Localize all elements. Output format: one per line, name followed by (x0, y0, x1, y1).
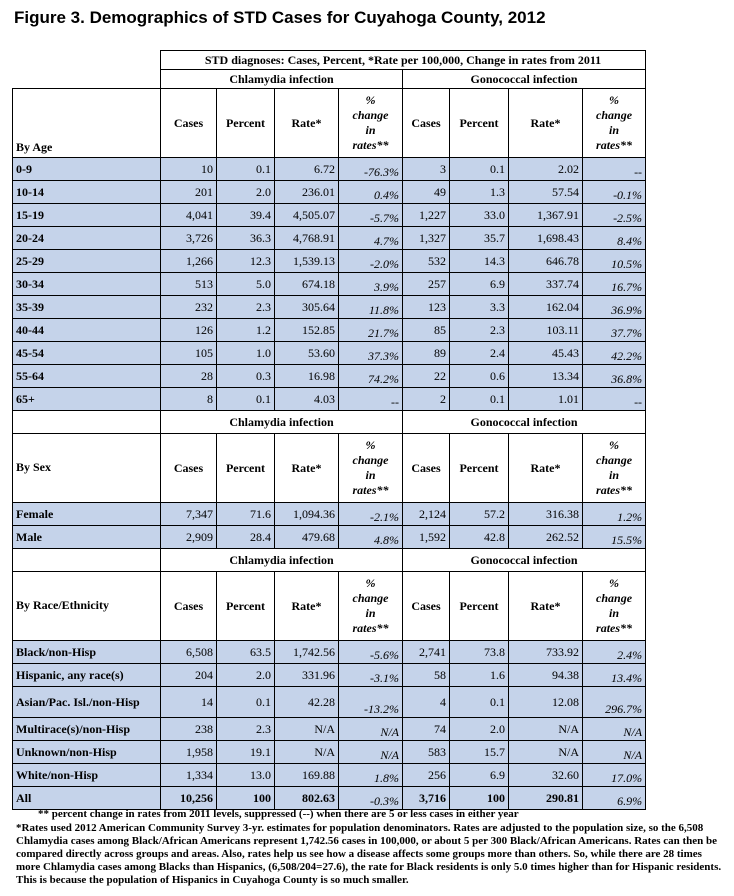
change-header-line: rates** (352, 138, 389, 152)
chlamydia-cases-cell: 105 (161, 342, 217, 365)
chlamydia-rate-cell: 1,094.36 (275, 503, 339, 526)
footnote-rates: *Rates used 2012 American Community Survey 3-yr. estimates for population denominators. Rates are adjusted to the population size, so the 6,508 Chlamydia cases among Black/African Americans represent 1,742.56 cases in 100,000, or about 5 per 300 Black/African Americans. Rates can then be compared directly across groups and areas. Also, rates help us see how a disease affects some groups more than others. So, while there are 28 times more Chlamydia cases among Blacks than Hispanics, (6,508/204=27.6), the rate for Black residents is only 5.0 times higher than for Hispanic residents. This is because the population of Hispanics in Cuyahoga County is so much smaller. (16, 822, 722, 886)
change-header-line: rates** (596, 483, 633, 497)
footnote-change: ** percent change in rates from 2011 levels, suppressed (--) when there are 5 or less cases in either year (38, 808, 519, 820)
chlamydia-rate-cell: 1,539.13 (275, 250, 339, 273)
gonococcal-percent-cell: 3.3 (450, 296, 509, 319)
chlamydia-change-cell: 4.7% (339, 227, 403, 250)
chlamydia-cases-cell: 513 (161, 273, 217, 296)
chlamydia-change-cell: -13.2% (339, 687, 403, 718)
change-header-line: change (352, 591, 389, 605)
change-header (583, 89, 646, 158)
gonococcal-rate-cell: 262.52 (509, 526, 583, 549)
gonococcal-change-cell: 37.7% (583, 319, 646, 342)
gonococcal-change-cell: 13.4% (583, 664, 646, 687)
chlamydia-percent-cell: 2.0 (217, 664, 275, 687)
chlamydia-change-cell: -3.1% (339, 664, 403, 687)
chlamydia-percent-cell: 2.3 (217, 718, 275, 741)
footnotes (16, 808, 722, 887)
row-label: 65+ (13, 388, 161, 411)
chlamydia-percent-cell: 71.6 (217, 503, 275, 526)
row-label: 30-34 (13, 273, 161, 296)
percent-header: Percent (450, 572, 509, 641)
chlamydia-rate-cell: 4.03 (275, 388, 339, 411)
gonococcal-rate-cell: 94.38 (509, 664, 583, 687)
gonococcal-rate-cell: 290.81 (509, 787, 583, 810)
gonococcal-change-cell: 15.5% (583, 526, 646, 549)
change-header-line: in (365, 606, 376, 620)
chlamydia-rate-cell: 4,505.07 (275, 204, 339, 227)
gonococcal-percent-cell: 0.6 (450, 365, 509, 388)
gonococcal-rate-cell: 13.34 (509, 365, 583, 388)
gonococcal-percent-cell: 2.3 (450, 319, 509, 342)
gonococcal-percent-cell: 73.8 (450, 641, 509, 664)
chlamydia-cases-cell: 1,958 (161, 741, 217, 764)
chlamydia-percent-cell: 12.3 (217, 250, 275, 273)
change-header-line: rates** (596, 138, 633, 152)
change-header-line: change (352, 453, 389, 467)
gonococcal-cases-cell: 74 (403, 718, 450, 741)
gonococcal-rate-cell: 32.60 (509, 764, 583, 787)
gonococcal-percent-cell: 2.0 (450, 718, 509, 741)
race-header-row (13, 572, 646, 641)
chlamydia-rate-cell: 4,768.91 (275, 227, 339, 250)
chlamydia-percent-cell: 2.3 (217, 296, 275, 319)
gonococcal-percent-cell: 100 (450, 787, 509, 810)
gonococcal-cases-cell: 49 (403, 181, 450, 204)
table-row (13, 342, 646, 365)
table-row (13, 641, 646, 664)
gonococcal-cases-cell: 1,227 (403, 204, 450, 227)
chlamydia-percent-cell: 19.1 (217, 741, 275, 764)
gonococcal-cases-cell: 89 (403, 342, 450, 365)
gonococcal-percent-cell: 0.1 (450, 388, 509, 411)
row-label: All (13, 787, 161, 810)
table-row (13, 204, 646, 227)
chlamydia-cases-cell: 126 (161, 319, 217, 342)
gonococcal-change-cell: 1.2% (583, 503, 646, 526)
gonococcal-change-cell: 2.4% (583, 641, 646, 664)
table-row (13, 741, 646, 764)
gonococcal-percent-cell: 42.8 (450, 526, 509, 549)
rate-header: Rate* (509, 572, 583, 641)
gonococcal-rate-cell: 45.43 (509, 342, 583, 365)
change-header-line: in (365, 468, 376, 482)
gonococcal-change-cell: 16.7% (583, 273, 646, 296)
row-label: 25-29 (13, 250, 161, 273)
row-label: 0-9 (13, 158, 161, 181)
cases-header: Cases (403, 89, 450, 158)
race-section-label: By Race/Ethnicity (13, 572, 161, 641)
chlamydia-rate-cell: N/A (275, 741, 339, 764)
gonococcal-change-cell: 36.9% (583, 296, 646, 319)
change-header-line: % (365, 93, 376, 107)
gonococcal-percent-cell: 1.6 (450, 664, 509, 687)
age-section-label: By Age (13, 89, 161, 158)
gonococcal-change-cell: -0.1% (583, 181, 646, 204)
chlamydia-rate-cell: 6.72 (275, 158, 339, 181)
row-label: 45-54 (13, 342, 161, 365)
gonococcal-percent-cell: 33.0 (450, 204, 509, 227)
table-row (13, 250, 646, 273)
sex-header-row (13, 434, 646, 503)
chlamydia-cases-cell: 232 (161, 296, 217, 319)
gonococcal-change-cell: 8.4% (583, 227, 646, 250)
change-header (339, 434, 403, 503)
percent-header: Percent (450, 89, 509, 158)
chlamydia-change-cell: -5.7% (339, 204, 403, 227)
row-label: Unknown/non-Hisp (13, 741, 161, 764)
gonococcal-cases-cell: 3,716 (403, 787, 450, 810)
chlamydia-percent-cell: 28.4 (217, 526, 275, 549)
gonococcal-cases-cell: 2 (403, 388, 450, 411)
chlamydia-cases-cell: 1,266 (161, 250, 217, 273)
gonococcal-cases-cell: 58 (403, 664, 450, 687)
cases-header: Cases (403, 434, 450, 503)
gonococcal-cases-cell: 85 (403, 319, 450, 342)
chlamydia-change-cell: N/A (339, 718, 403, 741)
table-row (13, 687, 646, 718)
chlamydia-cases-cell: 14 (161, 687, 217, 718)
chlamydia-header: Chlamydia infection (161, 70, 403, 89)
table-row (13, 227, 646, 250)
change-header-line: change (596, 108, 633, 122)
chlamydia-rate-cell: 16.98 (275, 365, 339, 388)
change-header-line: in (365, 123, 376, 137)
percent-header: Percent (217, 572, 275, 641)
row-label: Male (13, 526, 161, 549)
row-label: Black/non-Hisp (13, 641, 161, 664)
chlamydia-rate-cell: 42.28 (275, 687, 339, 718)
change-header (339, 89, 403, 158)
rate-header: Rate* (509, 434, 583, 503)
super-header: STD diagnoses: Cases, Percent, *Rate per 100,000, Change in rates from 2011 (161, 51, 646, 70)
gonococcal-header: Gonococcal infection (403, 70, 646, 89)
chlamydia-rate-cell: 169.88 (275, 764, 339, 787)
gonococcal-rate-cell: 1.01 (509, 388, 583, 411)
table-row (13, 365, 646, 388)
chlamydia-change-cell: 11.8% (339, 296, 403, 319)
gonococcal-cases-cell: 123 (403, 296, 450, 319)
cases-header: Cases (161, 434, 217, 503)
change-header-line: in (609, 606, 620, 620)
chlamydia-percent-cell: 39.4 (217, 204, 275, 227)
change-header-line: in (609, 123, 620, 137)
chlamydia-percent-cell: 0.3 (217, 365, 275, 388)
chlamydia-rate-cell: 236.01 (275, 181, 339, 204)
gonococcal-rate-cell: N/A (509, 741, 583, 764)
gonococcal-header: Gonococcal infection (403, 549, 646, 572)
gonococcal-change-cell: -- (583, 158, 646, 181)
chlamydia-cases-cell: 4,041 (161, 204, 217, 227)
change-header-line: rates** (352, 621, 389, 635)
std-demographics-table (12, 50, 646, 810)
table-row (13, 764, 646, 787)
chlamydia-rate-cell: 1,742.56 (275, 641, 339, 664)
chlamydia-percent-cell: 36.3 (217, 227, 275, 250)
table-row (13, 158, 646, 181)
gonococcal-percent-cell: 0.1 (450, 158, 509, 181)
table-row (13, 503, 646, 526)
chlamydia-percent-cell: 0.1 (217, 687, 275, 718)
gonococcal-rate-cell: 646.78 (509, 250, 583, 273)
gonococcal-cases-cell: 1,592 (403, 526, 450, 549)
chlamydia-percent-cell: 0.1 (217, 158, 275, 181)
chlamydia-change-cell: 3.9% (339, 273, 403, 296)
gonococcal-percent-cell: 35.7 (450, 227, 509, 250)
rate-header: Rate* (275, 434, 339, 503)
percent-header: Percent (217, 89, 275, 158)
gonococcal-rate-cell: 1,698.43 (509, 227, 583, 250)
chlamydia-cases-cell: 10 (161, 158, 217, 181)
chlamydia-header: Chlamydia infection (161, 549, 403, 572)
chlamydia-change-cell: -76.3% (339, 158, 403, 181)
chlamydia-cases-cell: 7,347 (161, 503, 217, 526)
gonococcal-cases-cell: 532 (403, 250, 450, 273)
row-label: Multirace(s)/non-Hisp (13, 718, 161, 741)
row-label: 20-24 (13, 227, 161, 250)
cases-header: Cases (161, 89, 217, 158)
chlamydia-header: Chlamydia infection (161, 411, 403, 434)
gonococcal-percent-cell: 15.7 (450, 741, 509, 764)
gonococcal-header: Gonococcal infection (403, 411, 646, 434)
gonococcal-cases-cell: 2,124 (403, 503, 450, 526)
gonococcal-rate-cell: N/A (509, 718, 583, 741)
row-label: Hispanic, any race(s) (13, 664, 161, 687)
chlamydia-change-cell: -5.6% (339, 641, 403, 664)
chlamydia-change-cell: -- (339, 388, 403, 411)
change-header (583, 434, 646, 503)
cases-header: Cases (161, 572, 217, 641)
rate-header: Rate* (509, 89, 583, 158)
group-header-row (13, 549, 646, 572)
change-header-line: rates** (352, 483, 389, 497)
chlamydia-percent-cell: 5.0 (217, 273, 275, 296)
age-header-row (13, 89, 646, 158)
chlamydia-percent-cell: 1.0 (217, 342, 275, 365)
gonococcal-cases-cell: 583 (403, 741, 450, 764)
corner-blank (13, 51, 161, 89)
chlamydia-change-cell: N/A (339, 741, 403, 764)
gonococcal-percent-cell: 6.9 (450, 273, 509, 296)
gonococcal-cases-cell: 3 (403, 158, 450, 181)
gonococcal-cases-cell: 22 (403, 365, 450, 388)
chlamydia-cases-cell: 28 (161, 365, 217, 388)
gonococcal-percent-cell: 57.2 (450, 503, 509, 526)
change-header-line: % (365, 438, 376, 452)
chlamydia-cases-cell: 10,256 (161, 787, 217, 810)
gonococcal-cases-cell: 4 (403, 687, 450, 718)
percent-header: Percent (450, 434, 509, 503)
row-label: White/non-Hisp (13, 764, 161, 787)
gonococcal-cases-cell: 1,327 (403, 227, 450, 250)
chlamydia-cases-cell: 8 (161, 388, 217, 411)
chlamydia-cases-cell: 3,726 (161, 227, 217, 250)
gonococcal-rate-cell: 733.92 (509, 641, 583, 664)
percent-header: Percent (217, 434, 275, 503)
chlamydia-cases-cell: 238 (161, 718, 217, 741)
chlamydia-percent-cell: 63.5 (217, 641, 275, 664)
gonococcal-change-cell: 10.5% (583, 250, 646, 273)
gonococcal-percent-cell: 14.3 (450, 250, 509, 273)
chlamydia-rate-cell: 802.63 (275, 787, 339, 810)
chlamydia-cases-cell: 6,508 (161, 641, 217, 664)
chlamydia-change-cell: 4.8% (339, 526, 403, 549)
sex-section-label: By Sex (13, 434, 161, 503)
chlamydia-percent-cell: 1.2 (217, 319, 275, 342)
gonococcal-rate-cell: 316.38 (509, 503, 583, 526)
change-header-line: change (352, 108, 389, 122)
table-row (13, 526, 646, 549)
gonococcal-change-cell: 42.2% (583, 342, 646, 365)
gonococcal-rate-cell: 2.02 (509, 158, 583, 181)
super-header-row (13, 51, 646, 70)
gonococcal-rate-cell: 162.04 (509, 296, 583, 319)
change-header (583, 572, 646, 641)
gonococcal-change-cell: 6.9% (583, 787, 646, 810)
gonococcal-cases-cell: 257 (403, 273, 450, 296)
gonococcal-rate-cell: 57.54 (509, 181, 583, 204)
chlamydia-change-cell: 74.2% (339, 365, 403, 388)
change-header (339, 572, 403, 641)
chlamydia-rate-cell: 53.60 (275, 342, 339, 365)
change-header-line: rates** (596, 621, 633, 635)
row-label: Female (13, 503, 161, 526)
chlamydia-rate-cell: 331.96 (275, 664, 339, 687)
chlamydia-cases-cell: 1,334 (161, 764, 217, 787)
change-header-line: % (609, 438, 620, 452)
gonococcal-rate-cell: 337.74 (509, 273, 583, 296)
gonococcal-change-cell: N/A (583, 718, 646, 741)
gonococcal-rate-cell: 12.08 (509, 687, 583, 718)
chlamydia-percent-cell: 100 (217, 787, 275, 810)
chlamydia-rate-cell: 152.85 (275, 319, 339, 342)
chlamydia-change-cell: -0.3% (339, 787, 403, 810)
table-row (13, 388, 646, 411)
row-label: 40-44 (13, 319, 161, 342)
chlamydia-rate-cell: 479.68 (275, 526, 339, 549)
rate-header: Rate* (275, 572, 339, 641)
gonococcal-change-cell: -2.5% (583, 204, 646, 227)
table-row (13, 181, 646, 204)
row-label: 15-19 (13, 204, 161, 227)
gonococcal-percent-cell: 0.1 (450, 687, 509, 718)
change-header-line: % (365, 576, 376, 590)
chlamydia-percent-cell: 0.1 (217, 388, 275, 411)
gonococcal-percent-cell: 1.3 (450, 181, 509, 204)
table-row (13, 296, 646, 319)
chlamydia-percent-cell: 13.0 (217, 764, 275, 787)
chlamydia-percent-cell: 2.0 (217, 181, 275, 204)
chlamydia-change-cell: 1.8% (339, 764, 403, 787)
chlamydia-change-cell: 0.4% (339, 181, 403, 204)
group-header-lead (13, 411, 161, 434)
group-header-lead (13, 549, 161, 572)
gonococcal-percent-cell: 2.4 (450, 342, 509, 365)
chlamydia-change-cell: -2.1% (339, 503, 403, 526)
table-row (13, 319, 646, 342)
gonococcal-rate-cell: 103.11 (509, 319, 583, 342)
chlamydia-change-cell: 37.3% (339, 342, 403, 365)
row-label: 55-64 (13, 365, 161, 388)
row-label: 35-39 (13, 296, 161, 319)
gonococcal-cases-cell: 2,741 (403, 641, 450, 664)
gonococcal-change-cell: 36.8% (583, 365, 646, 388)
row-label: Asian/Pac. Isl./non-Hisp (13, 687, 161, 718)
chlamydia-rate-cell: 305.64 (275, 296, 339, 319)
table-row (13, 718, 646, 741)
row-label: 10-14 (13, 181, 161, 204)
gonococcal-cases-cell: 256 (403, 764, 450, 787)
table-row (13, 273, 646, 296)
chlamydia-rate-cell: 674.18 (275, 273, 339, 296)
table-row (13, 787, 646, 810)
group-header-row (13, 411, 646, 434)
rate-header: Rate* (275, 89, 339, 158)
table-row (13, 664, 646, 687)
chlamydia-cases-cell: 2,909 (161, 526, 217, 549)
change-header-line: change (596, 453, 633, 467)
change-header-line: change (596, 591, 633, 605)
cases-header: Cases (403, 572, 450, 641)
gonococcal-change-cell: -- (583, 388, 646, 411)
chlamydia-change-cell: 21.7% (339, 319, 403, 342)
gonococcal-change-cell: N/A (583, 741, 646, 764)
gonococcal-rate-cell: 1,367.91 (509, 204, 583, 227)
chlamydia-cases-cell: 204 (161, 664, 217, 687)
chlamydia-change-cell: -2.0% (339, 250, 403, 273)
chlamydia-cases-cell: 201 (161, 181, 217, 204)
change-header-line: in (609, 468, 620, 482)
change-header-line: % (609, 93, 620, 107)
table-body (13, 51, 646, 810)
gonococcal-change-cell: 17.0% (583, 764, 646, 787)
gonococcal-change-cell: 296.7% (583, 687, 646, 718)
figure-title: Figure 3. Demographics of STD Cases for Cuyahoga County, 2012 (14, 8, 546, 27)
change-header-line: % (609, 576, 620, 590)
chlamydia-rate-cell: N/A (275, 718, 339, 741)
gonococcal-percent-cell: 6.9 (450, 764, 509, 787)
